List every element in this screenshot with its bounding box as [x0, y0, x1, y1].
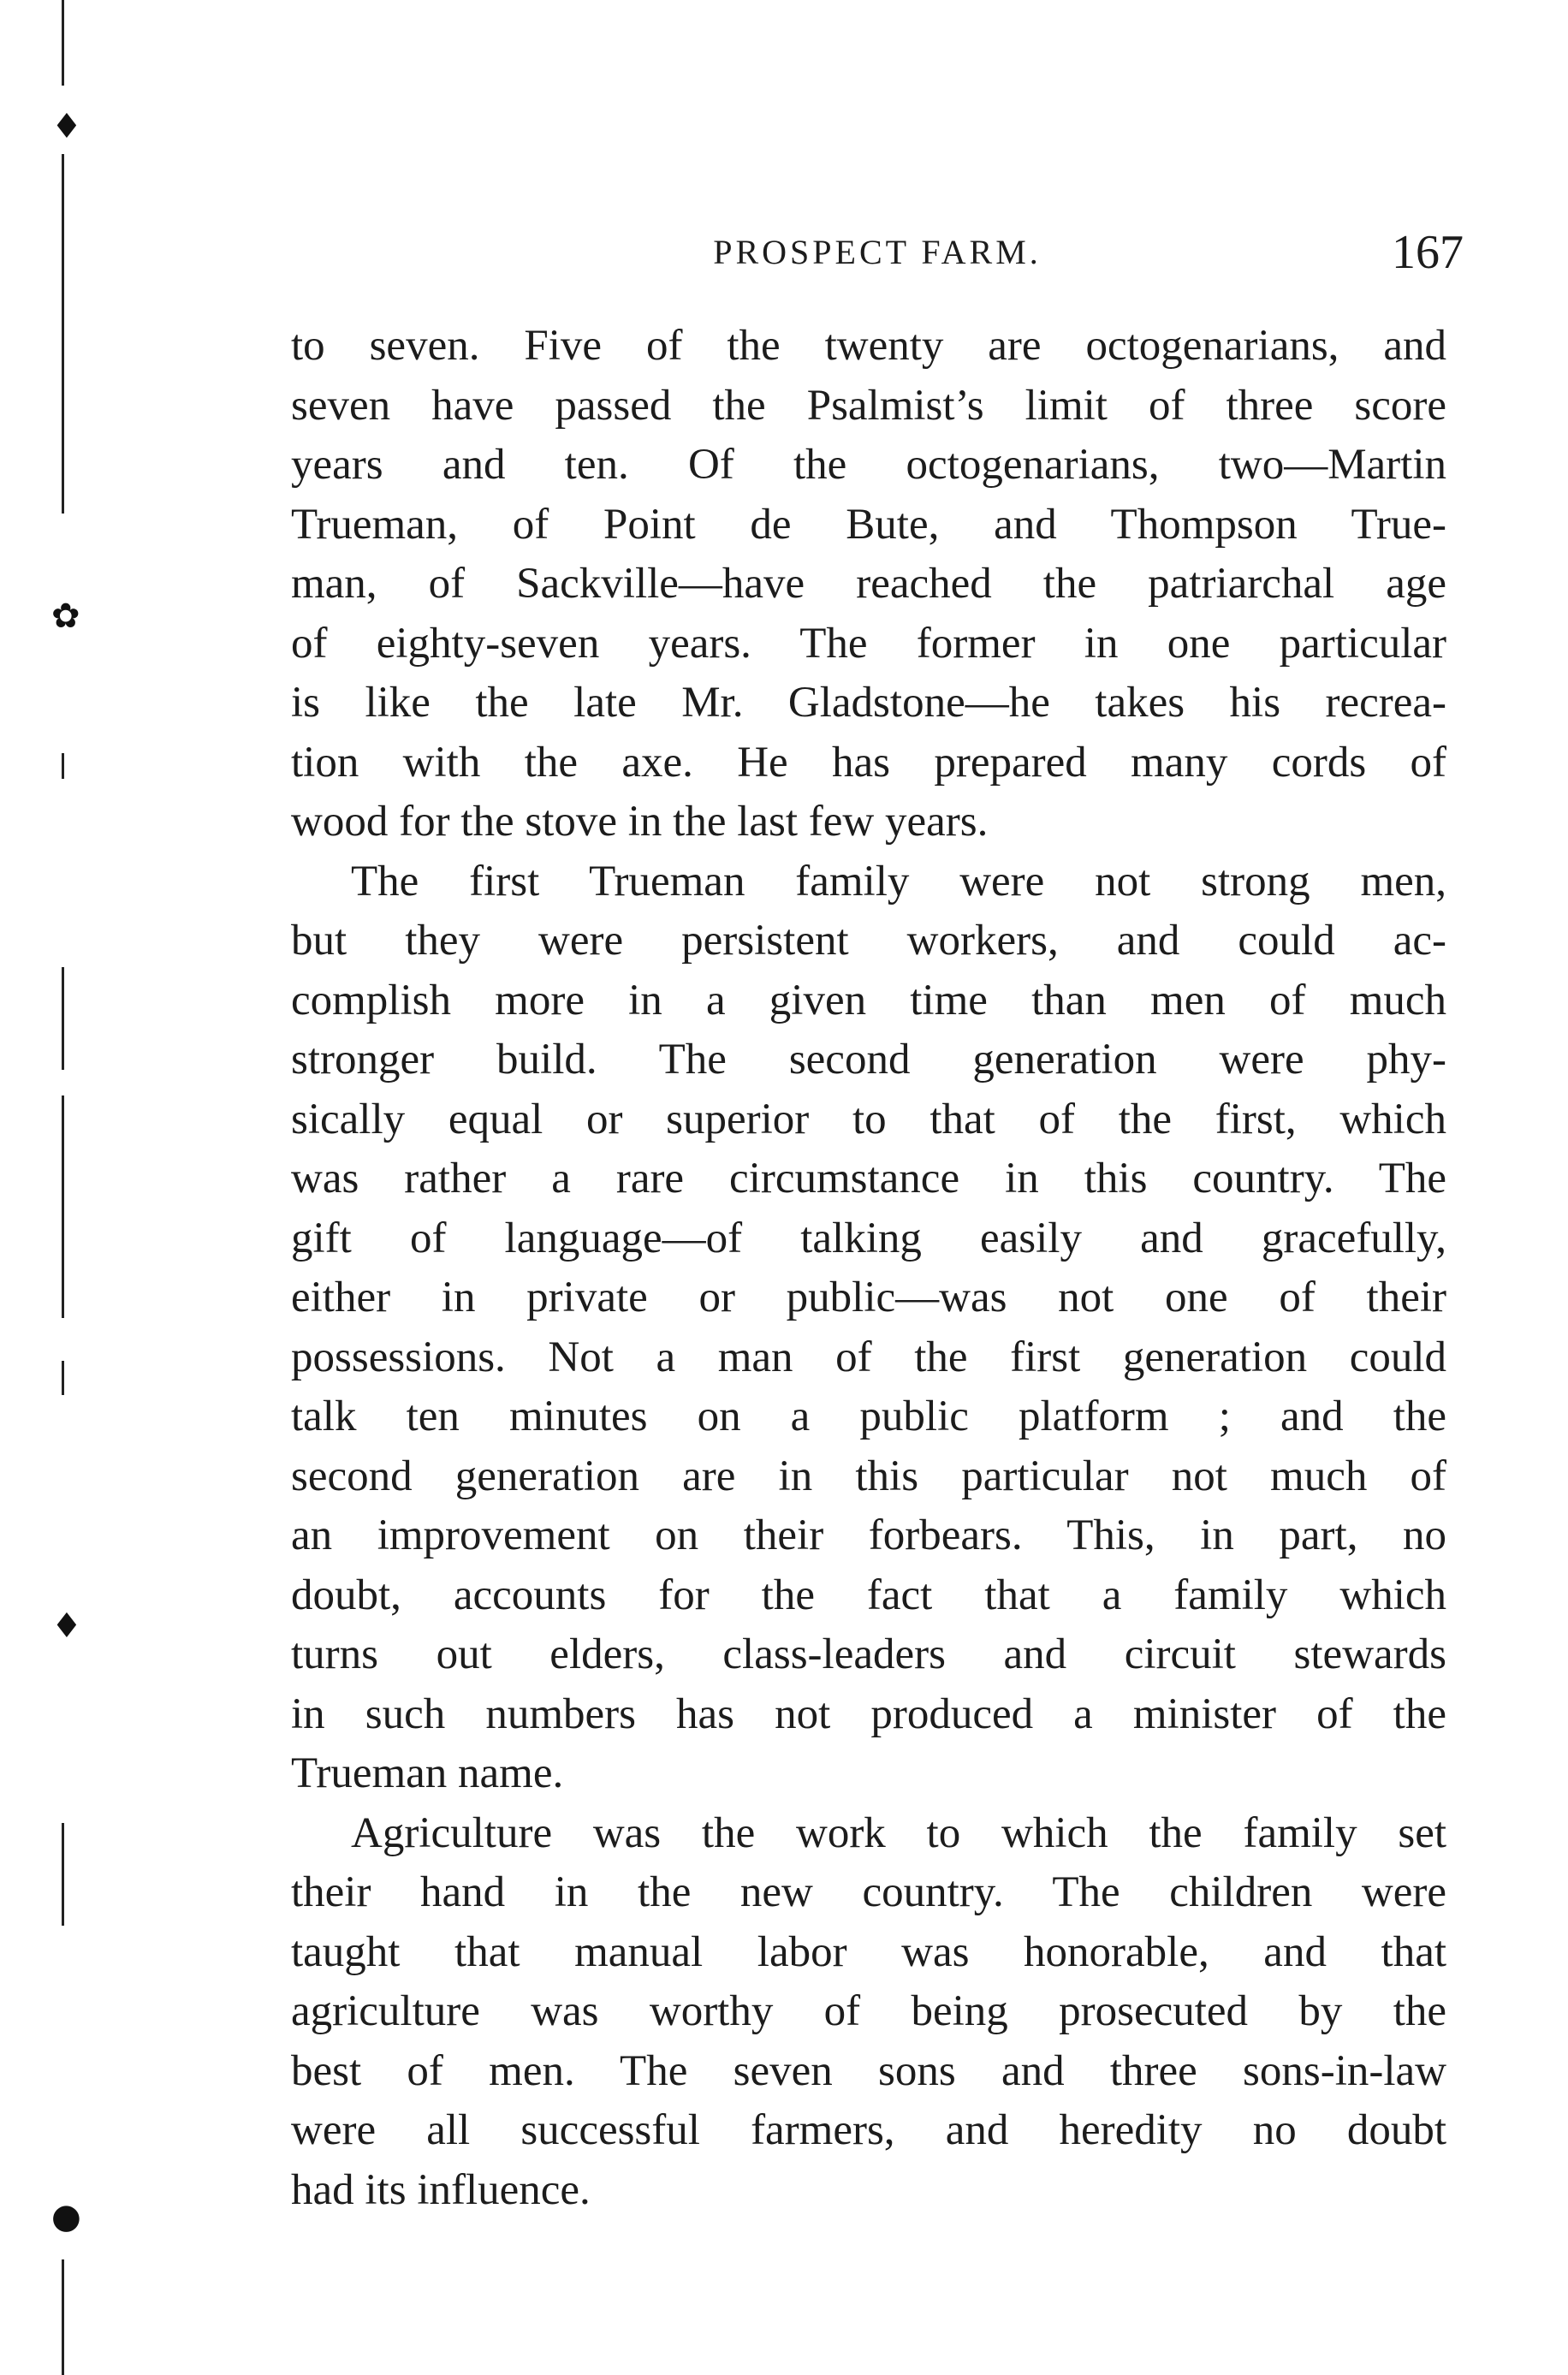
text-line: but they were persistent workers, and could ac-	[291, 917, 1446, 965]
binding-edge-line	[62, 1095, 64, 1318]
text-line: gift of language—of talking easily and gracefully,	[291, 1214, 1446, 1262]
text-line: taught that manual labor was honorable, and that	[291, 1927, 1446, 1976]
text-line: agriculture was worthy of being prosecuted by the	[291, 1987, 1446, 2035]
text-line: an improvement on their forbears. This, in part, no	[291, 1511, 1446, 1559]
text-line: their hand in the new country. The children were	[291, 1868, 1446, 1916]
text-line: The first Trueman family were not strong men,	[351, 857, 1446, 905]
binding-edge-line	[62, 1361, 64, 1395]
text-line: second generation are in this particular not much of	[291, 1452, 1446, 1500]
text-line: is like the late Mr. Gladstone—he takes his recrea-	[291, 679, 1446, 727]
text-line: tion with the axe. He has prepared many cords of	[291, 738, 1446, 787]
text-line: Trueman, of Point de Bute, and Thompson True-	[291, 500, 1446, 549]
text-line: seven have passed the Psalmist’s limit of three score	[291, 381, 1446, 430]
text-line: best of men. The seven sons and three sons-in-law	[291, 2046, 1446, 2095]
binding-edge-line	[62, 2259, 64, 2375]
text-line: were all successful farmers, and heredity no doubt	[291, 2106, 1446, 2154]
binding-edge-line	[62, 1823, 64, 1926]
binding-edge-mark: ✿	[51, 597, 80, 636]
page-header	[291, 223, 1464, 282]
body-text	[291, 317, 1446, 2220]
text-line: years and ten. Of the octogenarians, two—Martin	[291, 441, 1446, 489]
text-line: possessions. Not a man of the first generation could	[291, 1333, 1446, 1381]
running-head: PROSPECT FARM.	[713, 233, 1042, 271]
text-line: sically equal or superior to that of the first, which	[291, 1095, 1446, 1143]
text-line: Agriculture was the work to which the family set	[351, 1808, 1446, 1857]
text-line: doubt, accounts for the fact that a family which	[291, 1570, 1446, 1619]
text-line: in such numbers has not produced a minister of the	[291, 1689, 1446, 1738]
page-number: 167	[1392, 226, 1464, 279]
binding-edge-line	[62, 967, 64, 1070]
text-line: wood for the stove in the last few years.	[291, 798, 989, 846]
text-line: to seven. Five of the twenty are octogenarians, and	[291, 322, 1446, 370]
binding-edge-mark: ♦	[51, 1606, 82, 1646]
text-line: had its influence.	[291, 2165, 591, 2214]
binding-edge-mark: ♦	[51, 107, 82, 146]
text-line: was rather a rare circumstance in this country. The	[291, 1155, 1446, 1202]
text-line: talk ten minutes on a public platform ; and the	[291, 1392, 1446, 1440]
text-line: man, of Sackville—have reached the patriarchal age	[291, 560, 1446, 608]
text-line: complish more in a given time than men of much	[291, 976, 1446, 1024]
text-line: of eighty-seven years. The former in one particular	[291, 619, 1446, 668]
binding-edge-line	[62, 154, 64, 514]
binding-edge-mark: ●	[51, 2197, 81, 2236]
text-line: stronger build. The second generation were phy-	[291, 1036, 1446, 1084]
text-line: Trueman name.	[291, 1749, 564, 1797]
binding-edge-line	[62, 0, 64, 86]
text-line: turns out elders, class-leaders and circuit stewards	[291, 1630, 1446, 1678]
binding-edge-line	[62, 753, 64, 779]
text-line: either in private or public—was not one of their	[291, 1274, 1446, 1321]
